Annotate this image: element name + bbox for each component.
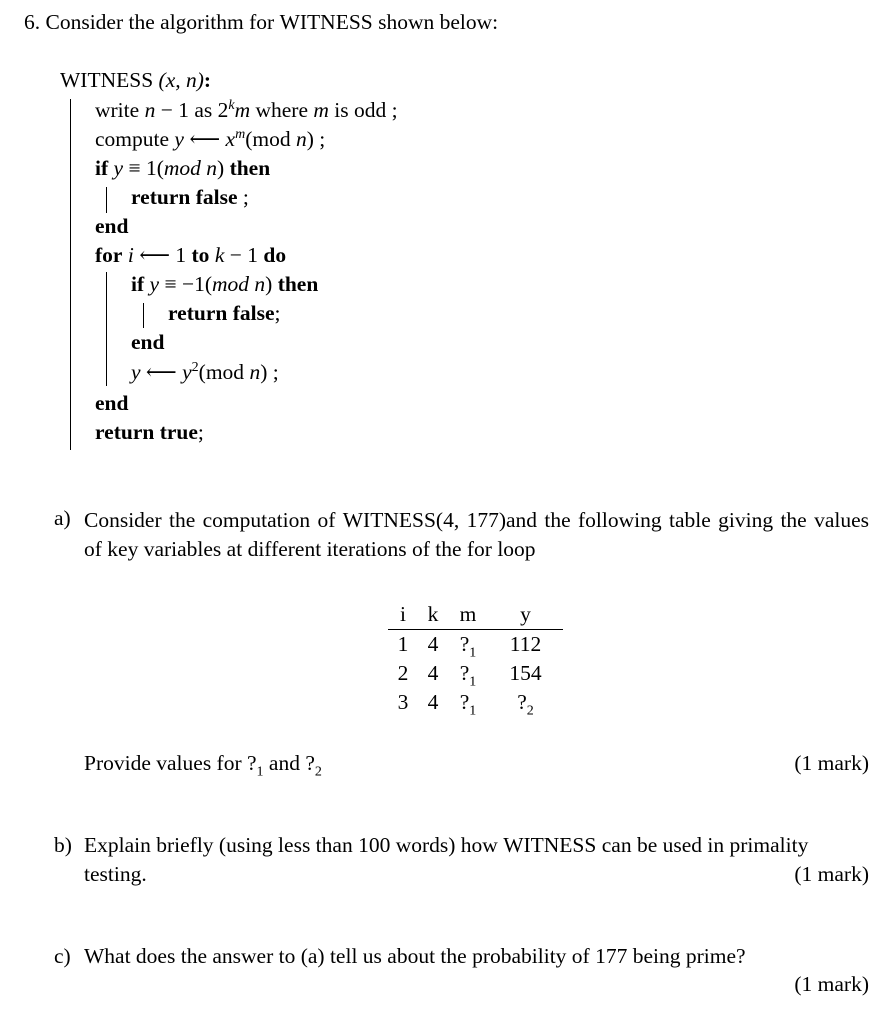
table-cell: 2 <box>397 660 409 685</box>
table-cell: 112 <box>509 631 542 656</box>
if-1-scope-line <box>106 187 107 213</box>
table-header-row <box>388 600 563 630</box>
table-header-cell: i <box>400 601 406 626</box>
algo-line-return-false-2: return false; <box>168 301 281 325</box>
part-b-text-line-2: testing. <box>84 862 147 886</box>
table-cell: 3 <box>397 689 409 714</box>
table-row <box>388 659 563 688</box>
question-heading <box>24 10 498 36</box>
part-b-text: Explain briefly (using less than 100 words) how WITNESS can be used in primality <box>84 833 809 857</box>
if-2-scope-line <box>143 303 144 328</box>
question-intro: Consider the algorithm for WITNESS shown below: <box>45 10 499 34</box>
algo-line-end-3: end <box>95 391 129 415</box>
algo-line-end-2: end <box>131 330 165 354</box>
for-scope-line <box>106 272 107 386</box>
table-cell: $?_1$ <box>459 660 477 689</box>
algo-line-write: write n − 1 as 2$^k$m where m is odd ; <box>95 97 398 122</box>
iteration-table <box>388 600 563 717</box>
part-c-mark: (1 mark) <box>794 972 869 996</box>
algo-line-for: for i ⟵ 1 to k − 1 do <box>95 243 287 267</box>
part-b-label: b) <box>54 833 72 857</box>
table-cell: 1 <box>397 631 409 656</box>
part-a-prompt: Provide values for $?_1$ and $?_2$ <box>84 751 322 780</box>
table-cell: 4 <box>427 631 439 656</box>
algo-line-return-false-1: return false ; <box>131 185 249 209</box>
table-header-cell: m <box>459 601 477 626</box>
algo-line-if-1: if y ≡ 1(mod n) then <box>95 156 271 180</box>
question-number: 6. <box>24 10 41 34</box>
algo-line-compute: compute y ⟵ $x^m(mod$ n) ; <box>95 126 326 151</box>
part-a-label: a) <box>54 506 71 530</box>
table-row <box>388 630 563 660</box>
table-cell: $?_2$ <box>517 689 534 718</box>
algorithm-header: WITNESS (x, n): <box>60 68 212 92</box>
table-row <box>388 688 563 717</box>
part-c-text: What does the answer to (a) tell us about the probability of 177 being prime? <box>84 944 746 968</box>
algo-line-square: y ⟵ $y^2(mod$ n) ; <box>131 359 279 384</box>
part-a-mark: (1 mark) <box>794 751 869 775</box>
table-cell: $?_1$ <box>459 689 477 718</box>
table-cell: $?_1$ <box>459 631 477 660</box>
algorithm-scope-line <box>70 99 71 450</box>
table-header-cell: k <box>427 601 439 626</box>
part-c-label: c) <box>54 944 71 968</box>
part-a-text: Consider the computation of WITNESS(4, 177)and the following table giving the values of key variables at different iterations of the for loop <box>84 508 869 561</box>
algo-line-return-true: return true; <box>95 420 204 444</box>
part-b-mark: (1 mark) <box>794 862 869 886</box>
table-cell: 4 <box>427 660 439 685</box>
algo-line-end-1: end <box>95 214 129 238</box>
table-header-cell: y <box>520 601 531 626</box>
table-cell: 4 <box>427 689 439 714</box>
table-cell: 154 <box>509 660 542 685</box>
part-a <box>54 506 869 564</box>
algo-line-if-2: if y ≡ −1(mod n) then <box>131 272 319 296</box>
